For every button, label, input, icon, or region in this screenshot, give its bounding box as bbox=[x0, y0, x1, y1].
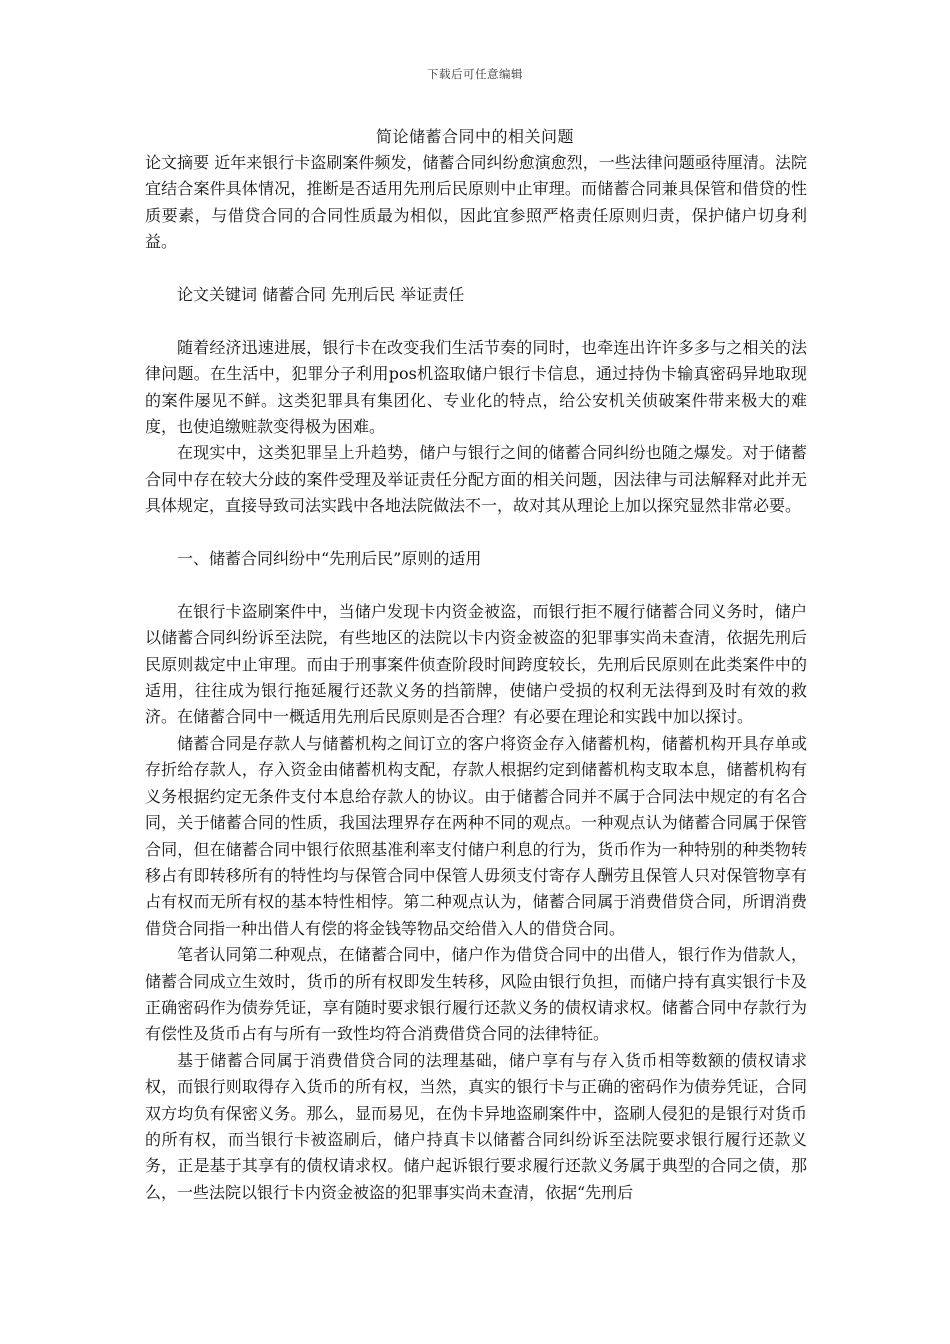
section-heading: 一、储蓄合同纠纷中“先刑后民”原则的适用 bbox=[177, 549, 482, 569]
section-paragraph: 储蓄合同是存款人与储蓄机构之间订立的客户将资金存入储蓄机构，储蓄机构开具存单或存折给存款人，存入资金由储蓄机构支配，存款人根据约定到储蓄机构支取本息，储蓄机构有义务根据约定无条件支付本息给存款人的协议。由于储蓄合同并不属于合同法中规定的有名合同，关于储蓄合同的性质，我国法理界存在两种不同的观点。一种观点认为储蓄合同属于保管合同，但在储蓄合同中银行依照基准利率支付储户利息的行为，货币作为一种特别的种类物转移占有即转移所有的特性均与保管合同中保管人毋须支付寄存人酬劳且保管人只对保管物享有占有权而无所有权的基本特性相悖。第二种观点认为，储蓄合同属于消费借贷合同，所谓消费借贷合同指一种出借人有偿的将金钱等物品交给借入人的借贷合同。 bbox=[145, 733, 807, 938]
section-paragraph: 基于储蓄合同属于消费借贷合同的法理基础，储户享有与存入货币相等数额的债权请求权，而银行则取得存入货币的所有权，当然，真实的银行卡与正确的密码作为债券凭证，合同双方均负有保密义务。那么，显而易见，在伪卡异地盗刷案件中，盗刷人侵犯的是银行对货币的所有权，而当银行卡被盗刷后，储户持真卡以储蓄合同纠纷诉至法院要求银行履行还款义务，正是基于其享有的债权请求权。储户起诉银行要求履行还款义务属于典型的合同之债，那么，一些法院以银行卡内资金被盗的犯罪事实尚未查清，依据“先刑后 bbox=[145, 1050, 807, 1202]
abstract-paragraph: 论文摘要 近年来银行卡盗刷案件频发，储蓄合同纠纷愈演愈烈，一些法律问题亟待厘清。法院宜结合案件具体情况，推断是否适用先刑后民原则中止审理。而储蓄合同兼具保管和借贷的性质要素，与借贷合同的合同性质最为相似，因此宜参照严格责任原则归责，保护储户切身利益。 bbox=[145, 153, 807, 252]
section-paragraph: 在银行卡盗刷案件中，当储户发现卡内资金被盗，而银行拒不履行储蓄合同义务时，储户以储蓄合同纠纷诉至法院，有些地区的法院以卡内资金被盗的犯罪事实尚未查清，依据先刑后民原则裁定中止审理。而由于刑事案件侦查阶段时间跨度较长，先刑后民原则在此类案件中的适用，往往成为银行拖延履行还款义务的挡箭牌，使储户受损的权利无法得到及时有效的救济。在储蓄合同中一概适用先刑后民原则是否合理？有必要在理论和实践中加以探讨。 bbox=[145, 601, 807, 727]
intro-paragraph: 随着经济迅速进展，银行卡在改变我们生活节奏的同时，也牵连出许许多多与之相关的法律问题。在生活中，犯罪分子利用pos机盗取储户银行卡信息，通过持伪卡输真密码异地取现的案件屡见不鲜。这类犯罪具有集团化、专业化的特点，给公安机关侦破案件带来极大的难度，也使追缴赃款变得极为困难。 bbox=[145, 337, 807, 437]
document-body bbox=[145, 150, 807, 1206]
document-title: 简论储蓄合同中的相关问题 bbox=[375, 127, 574, 146]
intro-paragraph: 在现实中，这类犯罪呈上升趋势，储户与银行之间的储蓄合同纠纷也随之爆发。对于储蓄合同中存在较大分歧的案件受理及举证责任分配方面的相关问题，因法律与司法解释对此并无具体规定，直接导致司法实践中各地法院做法不一，故对其从理论上加以探究显然非常必要。 bbox=[145, 443, 807, 516]
spacer bbox=[145, 520, 807, 546]
spacer bbox=[145, 256, 807, 282]
keywords-paragraph: 论文关键词 储蓄合同 先刑后民 举证责任 bbox=[177, 285, 465, 305]
spacer bbox=[145, 308, 807, 334]
spacer bbox=[145, 572, 807, 598]
section-paragraph: 笔者认同第二种观点，在储蓄合同中，储户作为借贷合同中的出借人，银行作为借款人，储蓄合同成立生效时，货币的所有权即发生转移，风险由银行负担，而储户持有真实银行卡及正确密码作为债券凭证，享有随时要求银行履行还款义务的债权请求权。储蓄合同中存款行为有偿性及货币占有与所有一致性均符合消费借贷合同的法律特征。 bbox=[145, 945, 807, 1044]
header-note: 下载后可任意编辑 bbox=[427, 67, 523, 81]
